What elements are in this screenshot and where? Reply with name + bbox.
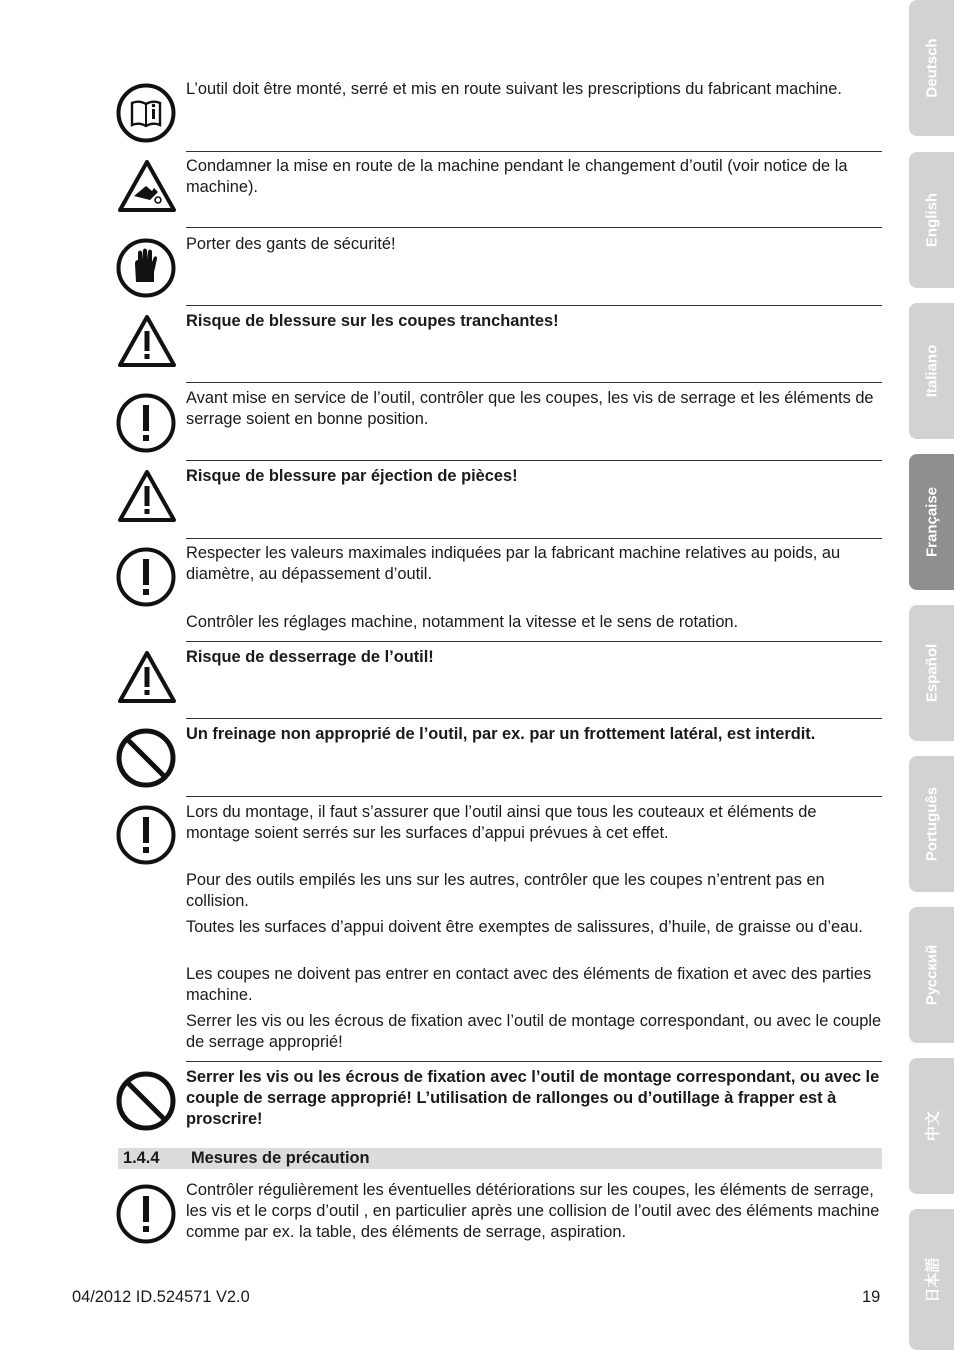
instruction-text: Pour des outils empilés les uns sur les autres, contrôler que les coupes n’entrent pas en collision. [186,871,825,910]
divider [186,151,882,152]
tab-japanese[interactable]: 日本語 [909,1209,954,1350]
warning-text: Risque de blessure sur les coupes tranchantes! [186,312,559,330]
gloves-icon [116,238,176,298]
instruction-text: Serrer les vis ou les écrous de fixation avec l’outil de montage correspondant, ou avec le couple de serrage approprié! [186,1012,882,1051]
exclamation-circle-icon [116,547,176,607]
divider [186,796,882,797]
warning-text: Serrer les vis ou les écrous de fixation avec l’outil de montage correspondant, ou avec le couple de serrage approprié! L’utilisation de rallonges ou d’outillage à frapper est à proscrire! [186,1068,880,1128]
lockout-warning-icon [116,158,178,214]
instruction-text: Porter des gants de sécurité! [186,235,396,253]
tab-portugues[interactable]: Português [909,756,954,892]
tab-russian[interactable]: Русский [909,907,954,1043]
instruction-text: Toutes les surfaces d’appui doivent être exemptes de salissures, d’huile, de graisse ou d’eau. [186,918,863,936]
divider [186,538,882,539]
exclamation-circle-icon [116,393,176,453]
tab-francaise[interactable]: Française [909,454,954,590]
footer-doc-id: 04/2012 ID.524571 V2.0 [72,1288,250,1306]
manual-icon [116,83,176,143]
page-number: 19 [862,1288,881,1306]
instruction-text: Avant mise en service de l’outil, contrôler que les coupes, les vis de serrage et les éléments de serrage soient en bonne position. [186,389,874,428]
divider [186,227,882,228]
section-title: Mesures de précaution [191,1149,370,1167]
prohibition-icon [116,1071,176,1131]
section-number: 1.4.4 [123,1149,160,1167]
warning-text: Un freinage non approprié de l’outil, par ex. par un frottement latéral, est interdit. [186,725,816,743]
section-heading [118,1148,882,1169]
warning-triangle-icon [116,468,178,524]
prohibition-icon [116,728,176,788]
warning-triangle-icon [116,313,178,369]
divider [186,460,882,461]
exclamation-circle-icon [116,805,176,865]
instruction-text: Respecter les valeurs maximales indiquées par la fabricant machine relatives au poids, au diamètre, au dépassement d’outil. [186,544,841,583]
divider [186,305,882,306]
instruction-text: L’outil doit être monté, serré et mis en route suivant les prescriptions du fabricant machine. [186,80,842,98]
instruction-text: Condamner la mise en route de la machine pendant le changement d’outil (voir notice de la machine). [186,157,848,196]
warning-triangle-icon [116,649,178,705]
divider [186,1061,882,1062]
tab-english[interactable]: English [909,152,954,288]
tab-espanol[interactable]: Español [909,605,954,741]
instruction-text: Lors du montage, il faut s’assurer que l’outil ainsi que tous les couteaux et éléments de montage soient serrés sur les surfaces d’appui prévues à cet effet. [186,803,817,842]
instruction-text: Contrôler les réglages machine, notamment la vitesse et le sens de rotation. [186,613,739,631]
tab-deutsch[interactable]: Deutsch [909,0,954,136]
instruction-text: Contrôler régulièrement les éventuelles détériorations sur les coupes, les éléments de serrage, les vis et le corps d’outil , en particulier après une collision de l’outil avec des éléments machine comme par ex. la table, des éléments de serrage, aspiration. [186,1181,880,1241]
warning-text: Risque de desserrage de l’outil! [186,648,434,666]
divider [186,382,882,383]
tab-italiano[interactable]: Italiano [909,303,954,439]
divider [186,718,882,719]
exclamation-circle-icon [116,1184,176,1244]
instruction-text: Les coupes ne doivent pas entrer en contact avec des éléments de fixation et avec des parties machine. [186,965,872,1004]
warning-text: Risque de blessure par éjection de pièces! [186,467,518,485]
tab-chinese[interactable]: 中文 [909,1058,954,1194]
divider [186,641,882,642]
